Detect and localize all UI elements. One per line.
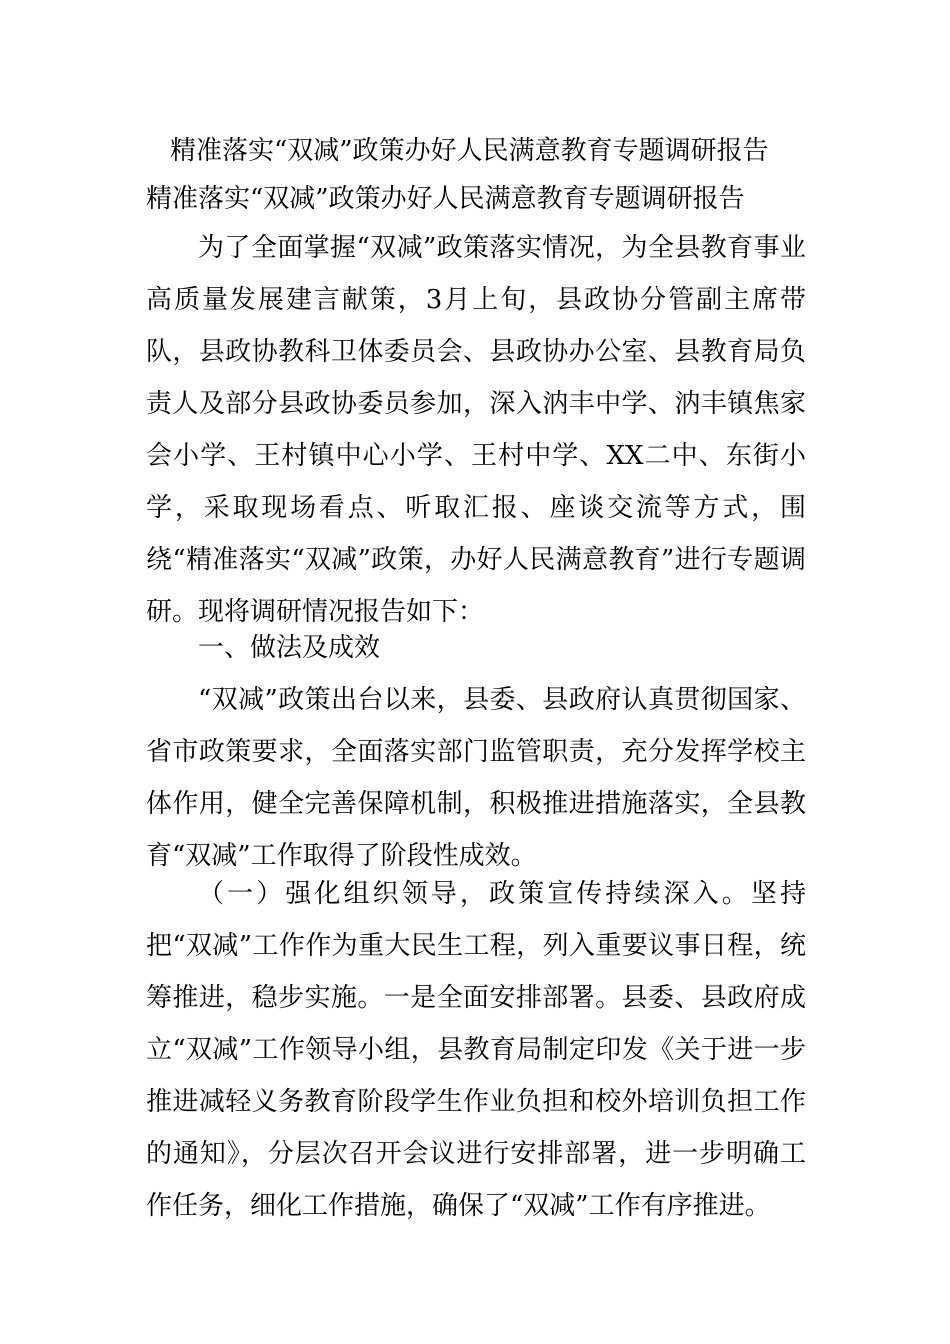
document-title-line-1: 精准落实“双减”政策办好人民满意教育专题调研报告 [170,136,769,166]
document-title-line-2: 精准落实“双减”政策办好人民满意教育专题调研报告 [146,184,745,214]
intro-paragraph: 为了全面掌握“双减”政策落实情况，为全县教育事业高质量发展建言献策，3月上旬，县政协分管副主席带队，县政协教科卫体委员会、县政协办公室、县教育局负责人及部分县政协委员参加，深入汭丰中学、汭丰镇焦家会小学、王村镇中心小学、王村中学、XX二中、东街小学，采取现场看点、听取汇报、座谈交流等方式，围绕“精准落实“双减”政策，办好人民满意教育”进行专题调研。现将调研情况报告如下： [146,233,806,627]
section-1-paragraph: “双减”政策出台以来，县委、县政府认真贯彻国家、省市政策要求，全面落实部门监管职责，充分发挥学校主体作用，健全完善保障机制，积极推进措施落实，全县教育“双减”工作取得了阶段性成效。 [146,685,806,871]
section-heading-1: 一、做法及成效 [198,633,381,663]
subsection-1-paragraph: （一）强化组织领导，政策宣传持续深入。坚持把“双减”工作作为重大民生工程，列入重要议事日程，统筹推进，稳步实施。一是全面安排部署。县委、县政府成立“双减”工作领导小组，县教育局制定印发《关于进一步推进减轻义务教育阶段学生作业负担和校外培训负担工作的通知》，分层次召开会议进行安排部署，进一步明确工作任务，细化工作措施，确保了“双减”工作有序推进。 [146,879,806,1221]
